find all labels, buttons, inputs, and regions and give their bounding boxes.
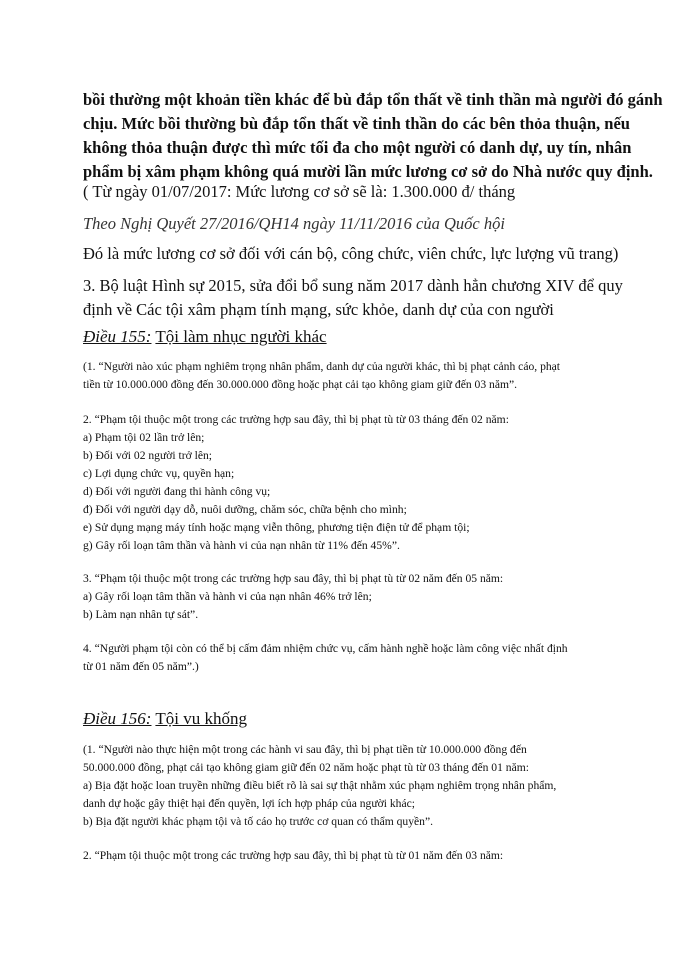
text-line: 2. “Phạm tội thuộc một trong các trường hợp sau đây, thì bị phạt tù từ 03 tháng đến 02 năm: [83,413,509,426]
article-155-heading [83,326,327,348]
text-line: c) Lợi dụng chức vụ, quyền hạn; [83,467,235,480]
section-3-paragraph [83,274,623,322]
text-line: b) Đối với 02 người trở lên; [83,449,213,462]
text-line: b) Bịa đặt người khác phạm tội và tố cáo họ trước cơ quan có thẩm quyền”. [83,815,434,828]
text-line: a) Phạm tội 02 lần trở lên; [83,431,205,444]
text-line: e) Sử dụng mạng máy tính hoặc mạng viễn thông, phương tiện điện tử để phạm tội; [83,521,470,534]
applies-note: Đó là mức lương cơ sở đối với cán bộ, công chức, viên chức, lực lượng vũ trang) [83,244,619,263]
article-156-label: Điều 156: [83,709,152,728]
text-line: 3. Bộ luật Hình sự 2015, sửa đổi bổ sung năm 2017 dành hẳn chương XIV để quy [83,276,623,295]
text-line: a) Bịa đặt hoặc loan truyền những điều biết rõ là sai sự thật nhằm xúc phạm nghiêm trọng nhân phẩm, [83,779,557,792]
article-155-clause-1 [83,358,623,394]
text-line: danh dự hoặc gây thiệt hại đến quyền, lợi ích hợp pháp của người khác; [83,797,415,810]
article-155-label: Điều 155: [83,327,152,346]
article-155-clause-4 [83,640,623,676]
text-line: phẩm bị xâm phạm không quá mười lần mức lương cơ sở do Nhà nước quy định. [83,162,653,181]
article-155-clause-2 [83,411,623,555]
article-155-clause-3 [83,570,623,624]
article-156-heading [83,708,247,730]
text-line: 3. “Phạm tội thuộc một trong các trường hợp sau đây, thì bị phạt tù từ 02 năm đến 05 năm: [83,572,504,585]
text-line: đ) Đối với người dạy dỗ, nuôi dưỡng, chăm sóc, chữa bệnh cho mình; [83,503,407,516]
text-line: 2. “Phạm tội thuộc một trong các trường hợp sau đây, thì bị phạt tù từ 01 năm đến 03 năm: [83,849,504,862]
text-line: g) Gây rối loạn tâm thần và hành vi của nạn nhân từ 11% đến 45%”. [83,539,400,552]
resolution-note: Theo Nghị Quyết 27/2016/QH14 ngày 11/11/2016 của Quốc hội [83,214,505,233]
text-line: không thỏa thuận được thì mức tối đa cho một người có danh dự, uy tín, nhân [83,138,632,157]
text-line: d) Đối với người đang thi hành công vụ; [83,485,271,498]
article-156-clause-1 [83,741,623,831]
text-line: a) Gây rối loạn tâm thần và hành vi của nạn nhân 46% trở lên; [83,590,372,603]
text-line: 50.000.000 đồng, phạt cải tạo không giam giữ đến 02 năm hoặc phạt tù từ 03 tháng đến 01 năm: [83,761,529,774]
article-155-title: Tội làm nhục người khác [155,327,327,346]
article-156-clause-2 [83,847,623,865]
text-line: định về Các tội xâm phạm tính mạng, sức khỏe, danh dự của con người [83,300,554,319]
salary-note: ( Từ ngày 01/07/2017: Mức lương cơ sở sẽ là: 1.300.000 đ/ tháng [83,182,516,201]
article-156-title: Tội vu khống [155,709,248,728]
text-line: bồi thường một khoản tiền khác để bù đắp tổn thất về tinh thần mà người đó gánh [83,90,663,109]
text-line: (1. “Người nào thực hiện một trong các hành vi sau đây, thì bị phạt tiền từ 10.000.000 đồng đến [83,743,527,756]
text-line: 4. “Người phạm tội còn có thể bị cấm đảm nhiệm chức vụ, cấm hành nghề hoặc làm công việc nhất định [83,642,568,655]
text-line: (1. “Người nào xúc phạm nghiêm trọng nhân phẩm, danh dự của người khác, thì bị phạt cảnh cáo, phạt [83,360,561,373]
text-line: chịu. Mức bồi thường bù đắp tổn thất về tinh thần do các bên thỏa thuận, nếu [83,114,630,133]
text-line: b) Làm nạn nhân tự sát”. [83,608,199,621]
intro-paragraph [83,88,663,184]
text-line: tiền từ 10.000.000 đồng đến 30.000.000 đồng hoặc phạt cải tạo không giam giữ đến 03 năm”. [83,378,518,391]
text-line: từ 01 năm đến 05 năm”.) [83,660,199,673]
